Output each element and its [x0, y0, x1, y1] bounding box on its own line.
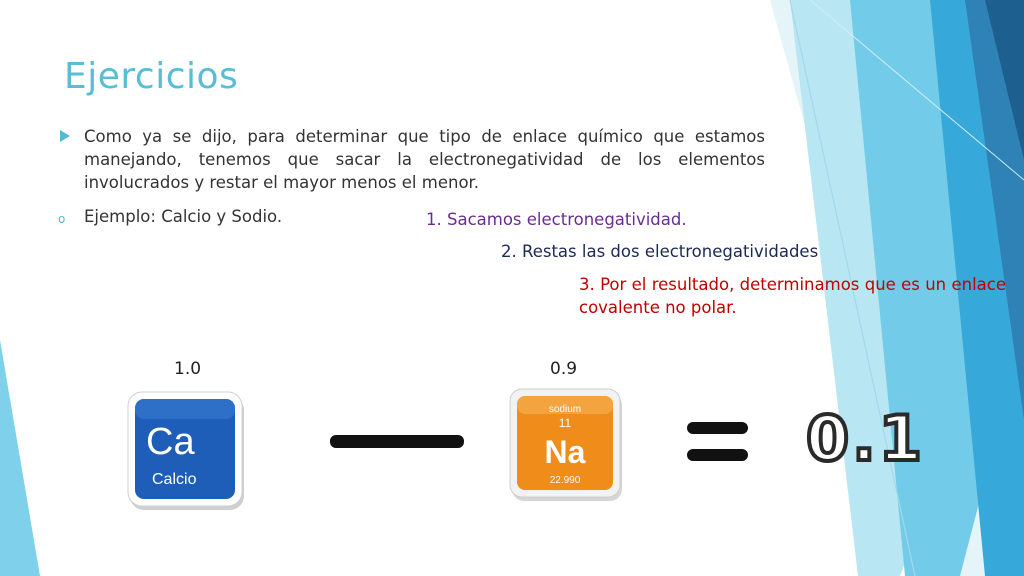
triangle-bullet-icon	[60, 130, 70, 142]
step-1: 1. Sacamos electronegatividad.	[426, 210, 687, 229]
calcium-electronegativity: 1.0	[174, 359, 202, 379]
bullet-text: Ejemplo: Calcio y Sodio.	[84, 207, 283, 226]
left-accent-shape	[0, 340, 40, 576]
sodium-atomic-number: 11	[558, 416, 572, 430]
result-value: 0.1	[806, 402, 925, 475]
step-2: 2. Restas las dos electronegatividades	[501, 242, 819, 261]
step-3: 3. Por el resultado, determinamos que es un enlace covalente no polar.	[579, 275, 1006, 317]
equals-sign-icon	[687, 420, 749, 464]
sodium-symbol: Na	[544, 434, 586, 470]
bullet-item	[60, 125, 765, 194]
sodium-element-tile	[506, 385, 626, 503]
circle-bullet-icon: o	[58, 212, 66, 226]
bullet-text: Como ya se dijo, para determinar que tipo de enlace químico que estamos manejando, tenemos que sacar la electronegatividad de los elementos involucrados y restar el mayor menos el menor.	[84, 127, 765, 192]
calcium-element-tile	[124, 388, 248, 512]
minus-sign-icon	[330, 433, 464, 453]
sodium-mass: 22.990	[549, 475, 581, 486]
slide-title: Ejercicios	[64, 56, 239, 97]
sodium-label: sodium	[548, 404, 582, 415]
tile-gloss	[135, 399, 235, 419]
sodium-electronegativity: 0.9	[550, 359, 578, 379]
calcium-symbol: Ca	[146, 421, 195, 463]
calcium-name: Calcio	[152, 471, 197, 488]
